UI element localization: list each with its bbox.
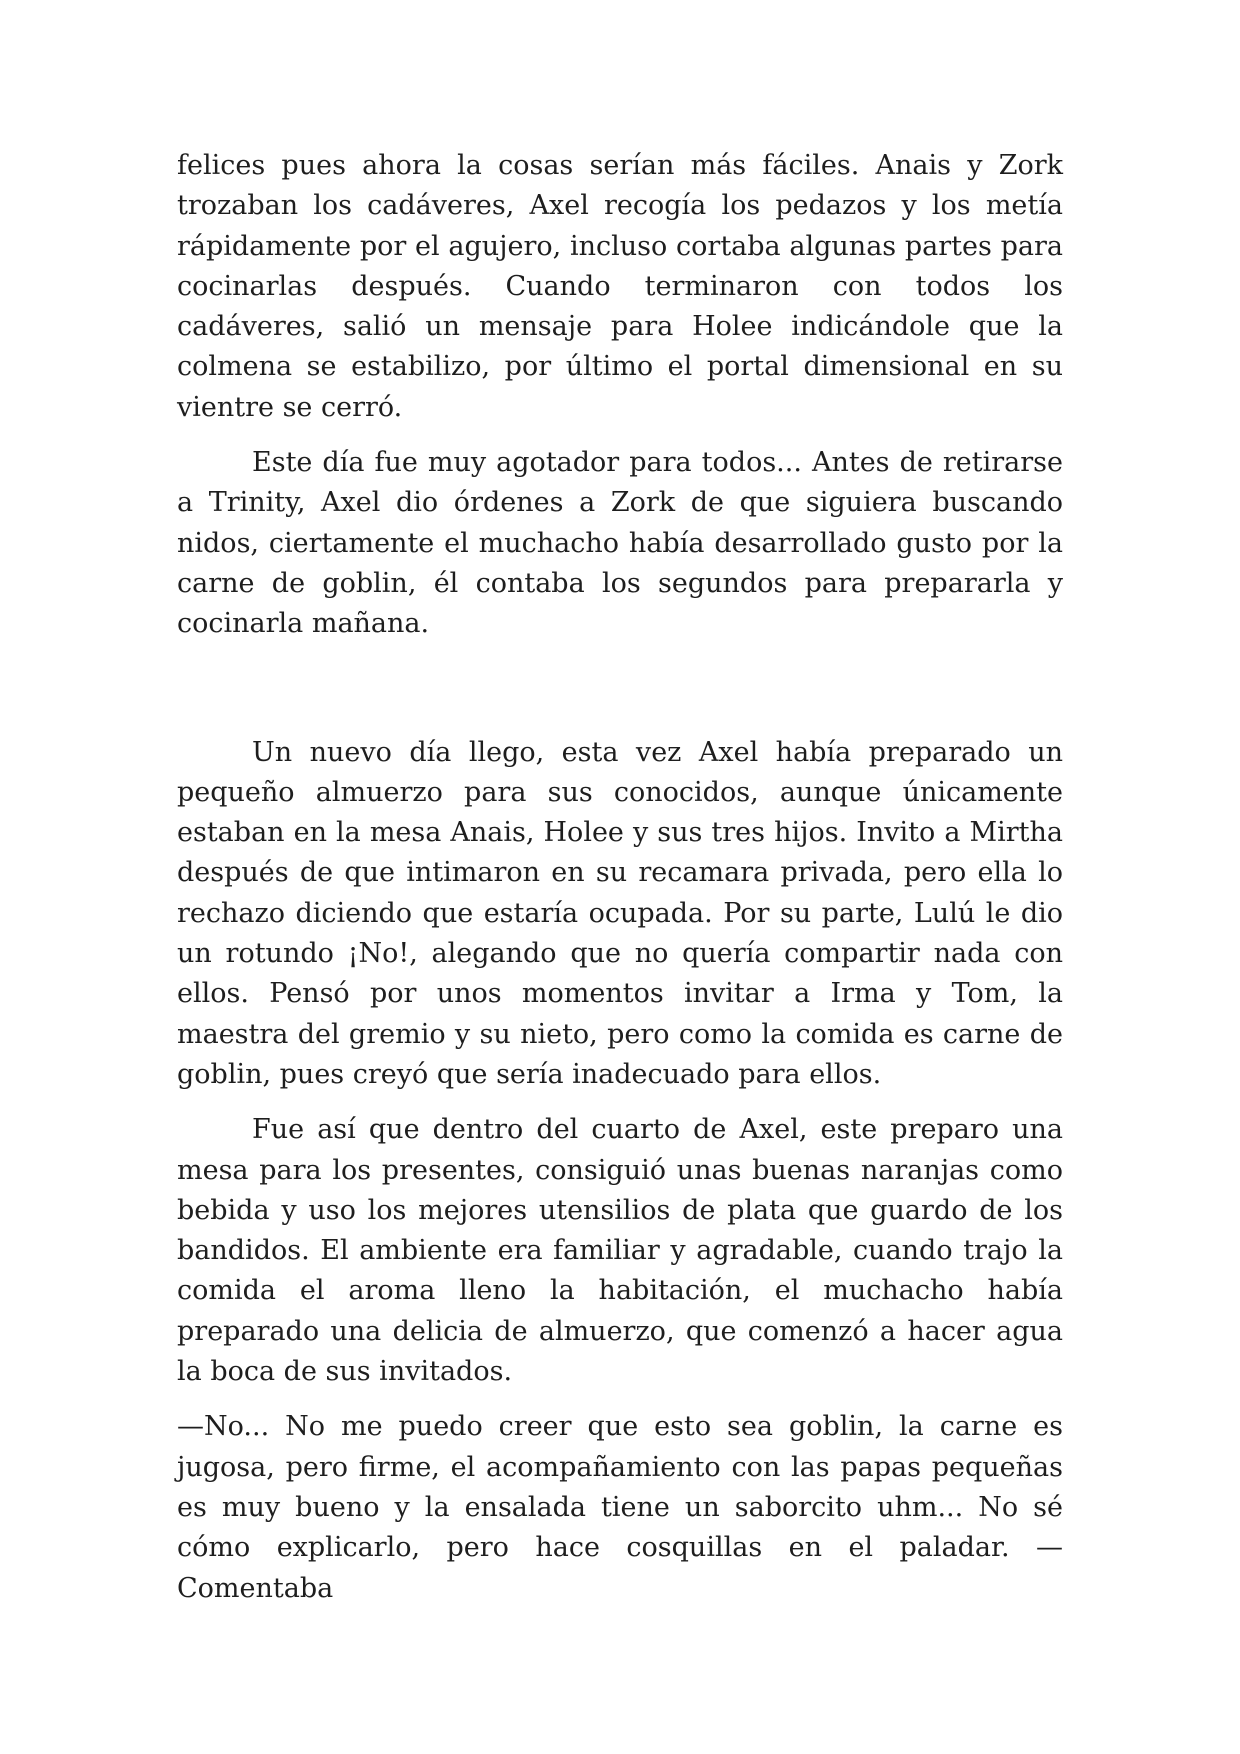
body-text <box>177 146 1063 1609</box>
paragraph-agotador: Este día fue muy agotador para todos... Antes de retirarse a Trinity, Axel dio órdenes a Zork de que siguiera buscando nidos, ciertamente el muchacho había desarrollado gusto por la carne de goblin, él contaba los segundos para prepararla y cocinarla mañana. <box>177 447 1063 640</box>
paragraph-continuation: felices pues ahora la cosas serían más fáciles. Anais y Zork trozaban los cadáveres, Axel recogía los pedazos y los metía rápidamente por el agujero, incluso cortaba algunas partes para cocinarlas después. Cuando terminaron con todos los cadáveres, salió un mensaje para Holee indicándole que la colmena se estabilizo, por último el portal dimensional en su vientre se cerró. <box>177 150 1063 423</box>
paragraph-nuevo-dia: Un nuevo día llego, esta vez Axel había preparado un pequeño almuerzo para sus conocidos, aunque únicamente estaban en la mesa Anais, Holee y sus tres hijos. Invito a Mirtha después de que intimaron en su recamara privada, pero ella lo rechazo diciendo que estaría ocupada. Por su parte, Lulú le dio un rotundo ¡No!, alegando que no quería compartir nada con ellos. Pensó por unos momentos invitar a Irma y Tom, la maestra del gremio y su nieto, pero como la comida es carne de goblin, pues creyó que sería inadecuado para ellos. <box>177 736 1063 1090</box>
paragraph-cuarto-axel: Fue así que dentro del cuarto de Axel, este preparo una mesa para los presentes, consiguió unas buenas naranjas como bebida y uso los mejores utensilios de plata que guardo de los bandidos. El ambiente era familiar y agradable, cuando trajo la comida el aroma lleno la habitación, el muchacho había preparado una delicia de almuerzo, que comenzó a hacer agua la boca de sus invitados. <box>177 1114 1063 1388</box>
paragraph-dialogue: —No... No me puedo creer que esto sea goblin, la carne es jugosa, pero firme, el acompañamiento con las papas pequeñas es muy bueno y la ensalada tiene un saborcito uhm... No sé cómo explicarlo, pero hace cosquillas en el paladar. —Comentaba <box>177 1411 1063 1604</box>
